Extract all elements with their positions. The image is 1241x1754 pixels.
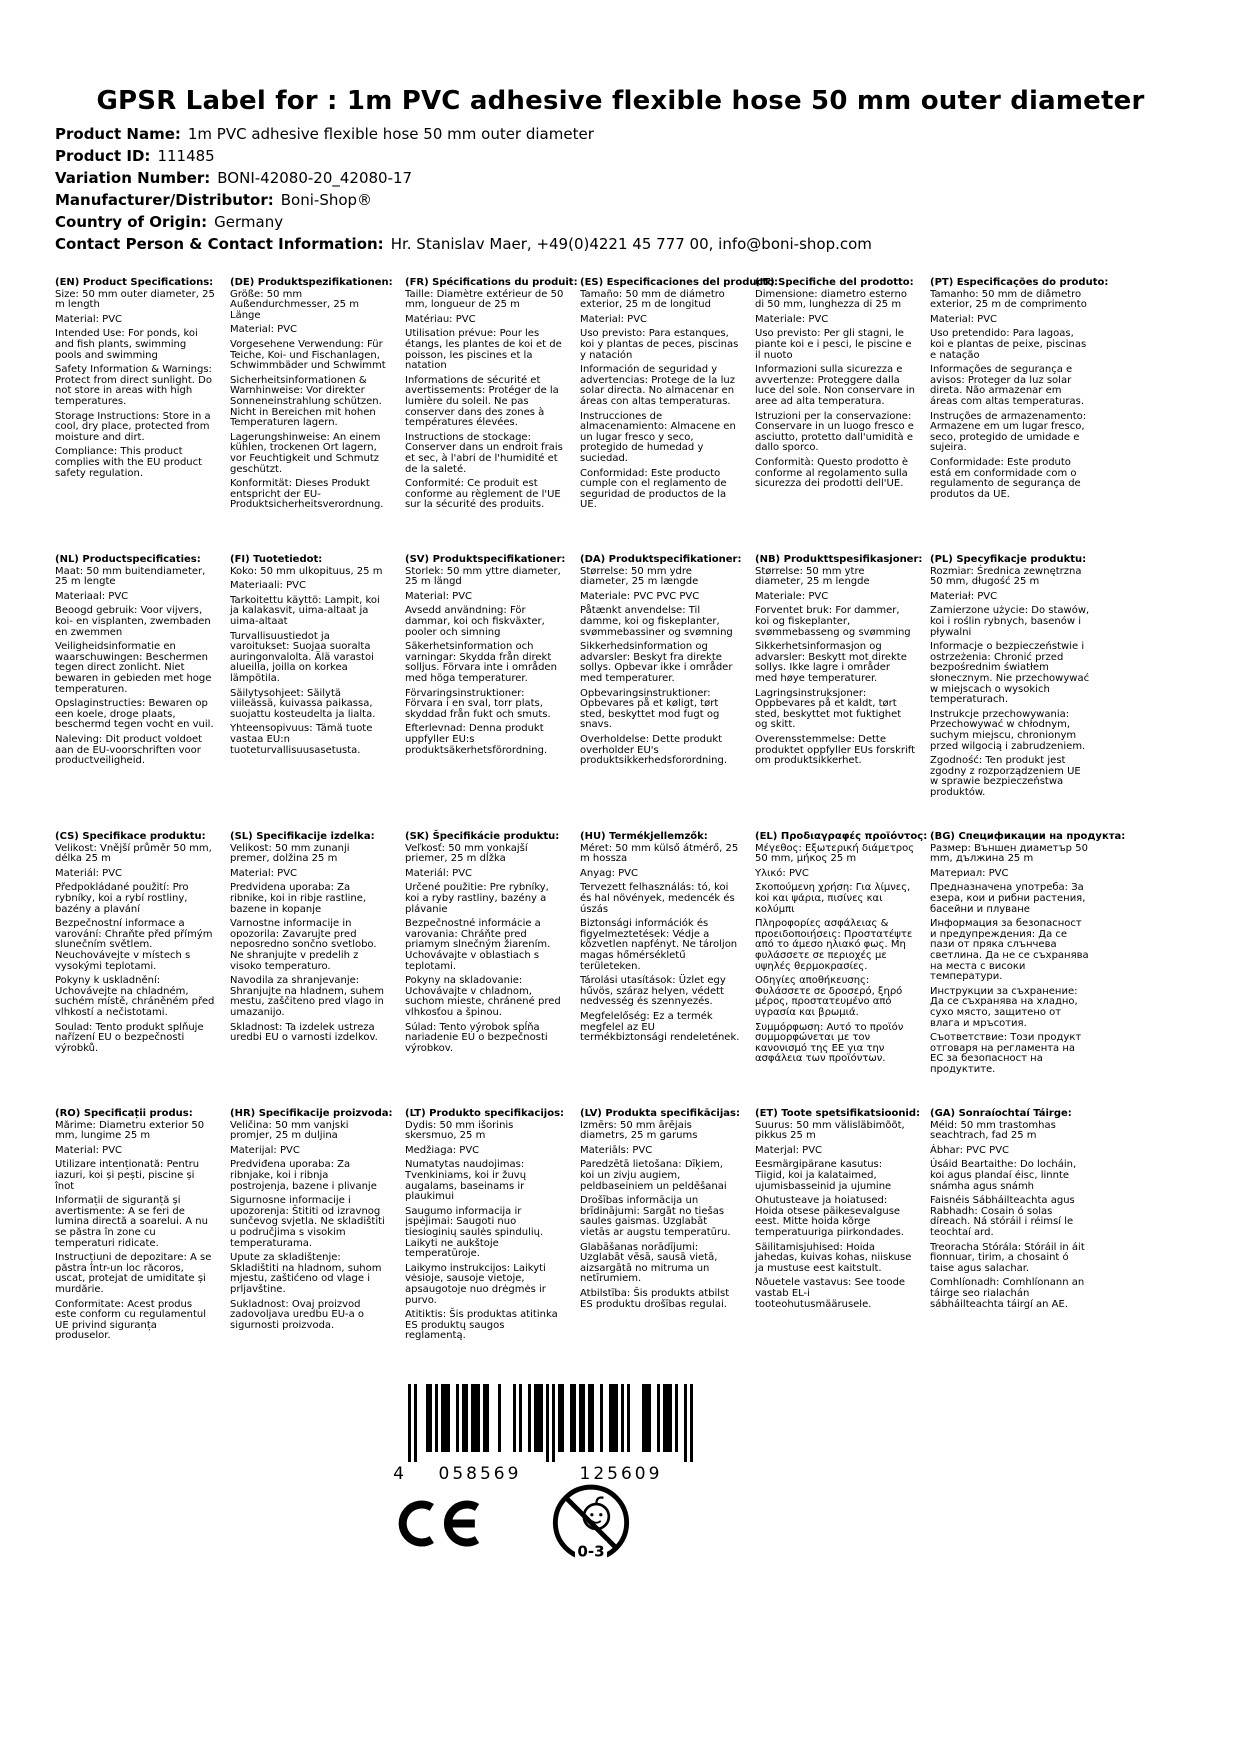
product-info-row [55, 211, 872, 233]
spec-paragraph: Conformité: Ce produit est conforme au règlement de l'UE sur la sécurité des produits. [405, 478, 561, 511]
spec-block-body [405, 567, 565, 757]
spec-paragraph: Информация за безопасност и предупреждения: Да се пази от пряка слънчева светлина. Да не се съхранява на места с високи температури. [930, 918, 1089, 983]
spec-paragraph: Инструкции за съхранение: Да се съхранява на хладно, сухо място, защитено от влага и мръсотия. [930, 985, 1078, 1029]
spec-paragraph: Instructions de stockage: Conserver dans un endroit frais et sec, à l'abri de l'humidité et de la saleté. [405, 431, 563, 475]
spec-block [755, 278, 915, 555]
spec-block-title: (CS) Specifikace produktu: [55, 831, 206, 842]
spec-paragraph: Informacje o bezpieczeństwie i ostrzeżenia: Chronić przed bezpośrednim światłem słonecznym. Nie przechowywać w miejscach o wysokich temperaturach. [930, 641, 1090, 706]
spec-paragraph: Säilitamisjuhised: Hoida jahedas, kuivas kohas, niiskuse ja mustuse eest kaitstult. [755, 1241, 912, 1274]
spec-paragraph: Compliance: This product complies with the EU product safety regulation. [55, 446, 203, 479]
spec-paragraph: Größe: 50 mm Außendurchmesser, 25 m Länge [230, 288, 359, 321]
spec-block-body [405, 290, 565, 511]
spec-paragraph: Drošības informācija un brīdinājumi: Sargāt no tiešas saules gaismas. Uzglabāt vietās ar augstu temperatūru. [580, 1195, 731, 1238]
spec-paragraph: Tárolási utasítások: Üzlet egy hűvös, száraz helyen, védett nedvesség és szennyezés. [580, 975, 726, 1008]
spec-paragraph: Materiał: PVC [930, 590, 998, 602]
spec-paragraph: Размер: Външен диаметър 50 mm, дължина 25 m [930, 842, 1088, 865]
spec-paragraph: Οδηγίες αποθήκευσης: Φυλάσσετε σε δροσερό, ξηρό μέρος, προστατευμένο από υγρασία και βρωμιά. [755, 975, 903, 1018]
spec-block [405, 555, 565, 832]
spec-paragraph: Material: PVC [580, 313, 648, 325]
spec-paragraph: Instrucciones de almacenamiento: Almacene en un lugar fresco y seco, protegido de humedad y suciedad. [580, 410, 736, 464]
page-title: GPSR Label for : 1m PVC adhesive flexible hose 50 mm outer diameter [96, 86, 1145, 116]
spec-block-body [930, 290, 1090, 501]
spec-paragraph: Materiaali: PVC [230, 580, 306, 592]
spec-paragraph: Atitiktis: Šis produktas atitinka ES produktų saugos reglamentą. [405, 1309, 558, 1342]
spec-block [930, 277, 1109, 555]
spec-block-body [580, 1121, 740, 1311]
spec-paragraph: Opslaginstructies: Bewaren op een koele, droge plaats, beschermd tegen vocht en vuil. [55, 698, 214, 731]
spec-paragraph: Overensstemmelse: Dette produktet oppfyller EUs forskrift om produktsikkerhet. [755, 733, 916, 767]
spec-block-title: (IT) Specifiche del prodotto: [755, 277, 914, 288]
spec-paragraph: Nõuetele vastavus: See toode vastab EL-i tooteohutusmäärusele. [755, 1277, 906, 1310]
spec-paragraph: Istruzioni per la conservazione: Conservare in un luogo fresco e asciutto, protetto dall'umidità e dallo sporco. [755, 410, 914, 454]
product-info-label: Product Name: [55, 125, 181, 143]
spec-paragraph: Lagerungshinweise: An einem kühlen, trockenen Ort lagern, vor Feuchtigkeit und Schmutz geschützt. [230, 431, 381, 475]
spec-paragraph: Materiale: PVC [755, 590, 829, 602]
spec-paragraph: Instrukcje przechowywania: Przechowywać w chłodnym, suchym miejscu, chronionym przed wilgocią i zabrudzeniem. [930, 708, 1086, 752]
product-info-value: Boni-Shop® [280, 191, 373, 209]
spec-block-body [230, 844, 390, 1044]
spec-block [230, 832, 390, 1109]
spec-block-title: (SV) Produktspecifikationer: [405, 554, 566, 565]
spec-paragraph: Säilytysohjeet: Säilytä viileässä, kuivassa paikassa, suojattu kosteudelta ja lialta. [230, 687, 376, 720]
spec-paragraph: Storlek: 50 mm yttre diameter, 25 m längd [405, 565, 561, 588]
spec-block-body [230, 1121, 390, 1332]
spec-block-title: (EN) Product Specifications: [55, 277, 214, 288]
product-info-row [55, 123, 872, 145]
spec-block-body [580, 290, 740, 511]
spec-paragraph: Vorgesehene Verwendung: Für Teiche, Koi- und Fischanlagen, Schwimmbäder und Schwimmt [230, 338, 386, 372]
spec-paragraph: Glabāšanas norādījumi: Uzglabāt vēsā, sausā vietā, aizsargātā no mitruma un netīrumiem. [580, 1241, 718, 1285]
spec-paragraph: Maat: 50 mm buitendiameter, 25 m lengte [55, 565, 206, 588]
spec-block-title: (PL) Specyfikacje produktu: [930, 554, 1087, 565]
spec-paragraph: Medžiaga: PVC [405, 1144, 480, 1156]
spec-block-body [930, 1121, 1090, 1311]
product-info-label: Product ID: [55, 147, 151, 165]
spec-paragraph: Určené použitie: Pre rybníky, koi a ryby rastliny, bazény a plávanie [405, 882, 549, 915]
spec-paragraph: Materjal: PVC [755, 1144, 823, 1156]
spec-paragraph: Uso pretendido: Para lagoas, koi e plantas de peixe, piscinas e natação [930, 328, 1087, 361]
spec-paragraph: Konformität: Dieses Produkt entspricht der EU-Produktsicherheitsverordnung. [230, 478, 384, 511]
barcode-bars [390, 1384, 700, 1484]
spec-block [55, 555, 215, 832]
spec-block [930, 555, 1090, 832]
spec-paragraph: Velikost: Vnější průměr 50 mm, délka 25 m [55, 842, 212, 865]
ean-13-barcode [390, 1384, 700, 1488]
spec-paragraph: Σκοπούμενη χρήση: Για λίμνες, koi και ψάρια, πισίνες και κολύμπι [755, 882, 911, 915]
spec-block-body [55, 1121, 215, 1342]
product-info-value: Hr. Stanislav Maer, +49(0)4221 45 777 00, info@boni-shop.com [390, 235, 872, 253]
spec-paragraph: Suurus: 50 mm välisläbimõõt, pikkus 25 m [755, 1119, 905, 1142]
spec-paragraph: Pokyny k uskladnění: Uchovávejte na chladném, suchém místě, chráněném před vlhkostí a nečistotami. [55, 975, 215, 1018]
age-warning-0-3-icon [550, 1480, 632, 1582]
spec-block-title: (FR) Spécifications du produit: [405, 277, 578, 288]
spec-paragraph: Rozmiar: Średnica zewnętrzna 50 mm, długość 25 m [930, 565, 1082, 588]
spec-paragraph: Bezpečnostní informace a varování: Chraňte před přímým slunečním světlem. Neuchovávejte v místech s vysokými teplotami. [55, 918, 213, 972]
spec-paragraph: Sikkerhedsinformation og advarsler: Beskyt fra direkte sollys. Opbevar ikke i områder med temperaturer. [580, 641, 733, 684]
age-warning-label: 0-3 [577, 1542, 605, 1561]
spec-paragraph: Sikkerhetsinformasjon og advarsler: Beskytt mot direkte sollys. Ikke lagre i områder med høye temperaturer. [755, 641, 907, 684]
spec-paragraph: Lagringsinstruksjoner: Oppbevares på et kaldt, tørt sted, beskyttet mot fuktighet og skitt. [755, 687, 902, 731]
spec-block-body [930, 844, 1090, 1076]
spec-block-body [230, 290, 390, 511]
product-info-label: Variation Number: [55, 169, 211, 187]
spec-paragraph: Størrelse: 50 mm ydre diameter, 25 m længde [580, 565, 699, 588]
spec-paragraph: Materiál: PVC [405, 867, 473, 879]
spec-block [55, 832, 215, 1109]
spec-paragraph: Navodila za shranjevanje: Shranjujte na hladnem, suhem mestu, zaščiteno pred vlago in umazanijo. [230, 975, 385, 1018]
spec-paragraph: Veličina: 50 mm vanjski promjer, 25 m duljina [230, 1119, 349, 1142]
spec-paragraph: Paredzētā lietošana: Dīķiem, koi un zivju augiem, peldbaseiniem un peldēšanai [580, 1159, 727, 1192]
spec-block [930, 1109, 1090, 1386]
spec-paragraph: Biztonsági információk és figyelmeztetések: Védje a közvetlen napfényt. Ne tároljon magas hőmérsékletű területeken. [580, 918, 738, 972]
spec-block-title: (GA) Sonraíochtaí Táirge: [930, 1108, 1072, 1119]
spec-block-title: (HR) Specifikacije proizvoda: [230, 1108, 393, 1119]
spec-paragraph: Numatytas naudojimas: Tvenkiniams, koi ir žuvų augalams, baseinams ir plaukimui [405, 1159, 527, 1203]
spec-paragraph: Conformitate: Acest produs este conform cu regulamentul UE privind siguranța produselor. [55, 1298, 206, 1342]
ce-mark-icon [396, 1500, 488, 1551]
spec-block-title: (FI) Tuotetiedot: [230, 554, 323, 565]
spec-paragraph: Koko: 50 mm ulkopituus, 25 m [230, 565, 383, 577]
product-info-value: 111485 [157, 147, 215, 165]
spec-block-title: (SK) Špecifikácie produktu: [405, 831, 560, 842]
spec-block [230, 555, 390, 832]
spec-paragraph: Saugumo informacija ir įspėjimai: Saugoti nuo tiesioginių saulės spindulių. Laikyti ne aukštoje temperatūroje. [405, 1205, 544, 1260]
spec-paragraph: Sukladnost: Ovaj proizvod zadovoljava uredbu EU-a o sigurnosti proizvoda. [230, 1298, 365, 1331]
spec-paragraph: Yhteensopivuus: Tämä tuote vastaa EU:n tuoteturvallisuusasetusta. [230, 723, 373, 756]
spec-paragraph: Atbilstība: Šis produkts atbilst ES produktu drošības regulai. [580, 1287, 730, 1310]
spec-block-body [55, 844, 215, 1055]
spec-paragraph: Materiāls: PVC [580, 1144, 653, 1156]
spec-paragraph: Dimensione: diametro esterno di 50 mm, lunghezza di 25 m [755, 288, 907, 311]
spec-block-title: (LT) Produkto specifikacijos: [405, 1108, 565, 1119]
spec-paragraph: Naleving: Dit product voldoet aan de EU-voorschriften voor productveiligheid. [55, 733, 203, 767]
spec-paragraph: Informations de sécurité et avertissements: Protéger de la lumière du soleil. Ne pas conserver dans des zones à températures élevées. [405, 374, 559, 429]
barcode-digits-left: 058569 [438, 1464, 522, 1484]
spec-paragraph: Materiale: PVC [755, 313, 829, 325]
spec-paragraph: Material: PVC [930, 313, 998, 325]
spec-block-body [405, 1121, 565, 1342]
spec-paragraph: Skladnost: Ta izdelek ustreza uredbi EU o varnosti izdelkov. [230, 1021, 378, 1044]
spec-paragraph: Предназначена употреба: За езера, кои и рибни растения, басейни и плуване [930, 882, 1086, 915]
spec-block-body [55, 567, 215, 767]
spec-paragraph: Soulad: Tento produkt splňuje nařízení EU o bezpečnosti výrobků. [55, 1021, 204, 1054]
spec-paragraph: Förvaringsinstruktioner: Förvara i en sval, torr plats, skyddad från fukt och smuts. [405, 687, 551, 720]
spec-paragraph: Utilizare intenționată: Pentru iazuri, koi și pești, piscine și înot [55, 1159, 200, 1192]
spec-paragraph: Instrucțiuni de depozitare: A se păstra într-un loc răcoros, uscat, protejat de umiditate și murdărie. [55, 1252, 212, 1295]
spec-paragraph: Comhlíonadh: Comhlíonann an táirge seo rialachán sábháilteachta táirgí an AE. [930, 1277, 1085, 1310]
spec-block-body [930, 567, 1090, 799]
spec-paragraph: Intended Use: For ponds, koi and fish plants, swimming pools and swimming [55, 328, 198, 361]
spec-paragraph: Bezpečnostné informácie a varovania: Chráňte pred priamym slnečným žiarením. Uchovávajte v oblastiach s teplotami. [405, 918, 551, 972]
spec-paragraph: Material: PVC [230, 324, 298, 336]
spec-paragraph: Материал: PVC [930, 867, 1009, 879]
spec-paragraph: Size: 50 mm outer diameter, 25 m length [55, 288, 215, 311]
spec-block [755, 1108, 921, 1386]
spec-paragraph: Informações de segurança e avisos: Proteger da luz solar direta. Não armazenar em áreas com altas temperaturas. [930, 364, 1085, 407]
spec-block [405, 1109, 565, 1386]
spec-block-title: (LV) Produkta specifikācijas: [580, 1108, 740, 1119]
spec-block-body [755, 290, 915, 490]
spec-paragraph: Taille: Diamètre extérieur de 50 mm, longueur de 25 m [405, 288, 564, 311]
spec-paragraph: Laikymo instrukcijos: Laikyti vėsioje, sausoje vietoje, apsaugotoje nuo drėgmės ir purvo. [405, 1262, 546, 1306]
spec-paragraph: Dydis: 50 mm išorinis skersmuo, 25 m [405, 1119, 514, 1142]
spec-block [230, 1108, 393, 1386]
spec-paragraph: Eesmärgipärane kasutus: Tiigid, koi ja kalataimed, ujumisbasseinid ja ujumine [755, 1159, 892, 1192]
product-info-row [55, 233, 872, 255]
spec-paragraph: Materiál: PVC [55, 867, 123, 879]
spec-block [580, 555, 740, 832]
spec-paragraph: Forventet bruk: For dammer, koi og fiskeplanter, svømmebasseng og svømming [755, 605, 911, 638]
spec-paragraph: Předpokládané použití: Pro rybníky, koi a rybí rostliny, bazény a plavání [55, 882, 189, 915]
spec-paragraph: Méret: 50 mm külső átmérő, 25 m hossza [580, 842, 739, 865]
spec-paragraph: Tarkoitettu käyttö: Lampit, koi ja kalakasvit, uima-altaat ja uima-altaat [230, 594, 380, 627]
spec-paragraph: Avsedd användning: För dammar, koi och fiskväxter, pooler och simning [405, 605, 545, 638]
product-info-value: 1m PVC adhesive flexible hose 50 mm outer diameter [187, 125, 594, 143]
barcode-digit-lead: 4 [393, 1464, 404, 1484]
spec-grid [55, 277, 1126, 1386]
spec-paragraph: Informații de siguranță și avertismente: A se feri de lumina directă a soarelui. A nu se păstra în zone cu temperaturi ridicate. [55, 1195, 208, 1249]
spec-paragraph: Tamanho: 50 mm de diâmetro exterior, 25 m de comprimento [930, 288, 1087, 311]
spec-block-title: (EL) Προδιαγραφές προϊόντος: [755, 831, 928, 842]
spec-block [755, 831, 928, 1109]
spec-block-title: (RO) Specificații produs: [55, 1108, 193, 1119]
spec-paragraph: Πληροφορίες ασφάλειας & προειδοποιήσεις: Προστατέψτε από το άμεσο ηλιακό φως. Μη φυλάσσετε σε περιοχές με υψηλές θερμοκρασίες. [755, 918, 913, 972]
spec-block [930, 831, 1126, 1109]
spec-paragraph: Tamaño: 50 mm de diámetro exterior, 25 m de longitud [580, 288, 725, 311]
spec-block-title: (HU) Termékjellemzők: [580, 831, 708, 842]
spec-paragraph: Úsáid Beartaithe: Do locháin, koi agus plandaí éisc, linnte snámha agus snámh [930, 1159, 1077, 1192]
spec-paragraph: Overholdelse: Dette produkt overholder EU's produktsikkerhedsforordning. [580, 733, 728, 767]
spec-paragraph: Sicherheitsinformationen & Warnhinweise: Vor direkter Sonneneinstrahlung schützen. Nicht in Bereichen mit hohen Temperaturen lagern. [230, 374, 382, 429]
spec-paragraph: Sigurnosne informacije i upozorenja: Štititi od izravnog sunčevog svjetla. Ne skladištiti u područjima s visokim temperaturama. [230, 1195, 385, 1249]
spec-paragraph: Varnostne informacije in opozorila: Zavarujte pred neposredno sončno svetlobo. Ne shranjujte v predelih z visoko temperaturo. [230, 918, 377, 972]
spec-paragraph: Beoogd gebruik: Voor vijvers, koi- en visplanten, zwembaden en zwemmen [55, 605, 211, 638]
spec-paragraph: Predviđena uporaba: Za ribnjake, koi i ribnja postrojenja, bazene i plivanje [230, 1159, 377, 1192]
spec-block-body [580, 567, 740, 767]
spec-block-body [55, 290, 215, 480]
spec-paragraph: Veľkosť: 50 mm vonkajší priemer, 25 m dĺžka [405, 842, 528, 865]
spec-block-title: (NL) Productspecificaties: [55, 554, 201, 565]
spec-paragraph: Uso previsto: Per gli stagni, le piante koi e i pesci, le piscine e il nuoto [755, 328, 912, 361]
spec-block [405, 832, 565, 1109]
spec-paragraph: Turvallisuustiedot ja varoitukset: Suojaa suoralta auringonvalolta. Älä varastoi alueilla, joilla on korkea lämpötila. [230, 630, 374, 684]
spec-block [580, 277, 779, 555]
spec-paragraph: Faisnéis Sábháilteachta agus Rabhadh: Cosain ó solas díreach. Ná stóráil i réimsí le teochtaí ard. [930, 1195, 1075, 1238]
spec-block-title: (SL) Specifikacije izdelka: [230, 831, 375, 842]
spec-paragraph: Съответствие: Този продукт отговаря на регламента на ЕС за безопасност на продуктите. [930, 1032, 1082, 1075]
spec-paragraph: Megfelelőség: Ez a termék megfelel az EU termékbiztonsági rendeletének. [580, 1010, 740, 1044]
spec-paragraph: Conformità: Questo prodotto è conforme al regolamento sulla sicurezza dei prodotti dell'UE. [755, 456, 909, 490]
spec-paragraph: Tervezett felhasználás: tó, koi és hal növények, medencék és úszás [580, 882, 735, 915]
spec-paragraph: Materiaal: PVC [55, 590, 129, 602]
spec-paragraph: Matériau: PVC [405, 313, 476, 325]
product-info-value: BONI-42080-20_42080-17 [217, 169, 413, 187]
spec-paragraph: Material: PVC [230, 867, 298, 879]
spec-paragraph: Predvidena uporaba: Za ribnike, koi in ribje rastline, bazene in kopanje [230, 882, 367, 915]
spec-paragraph: Ohutusteave ja hoiatused: Hoida otsese päikesevalguse eest. Mitte hoida kõrge temperatuuriga piirkondades. [755, 1195, 904, 1238]
spec-paragraph: Utilisation prévue: Pour les étangs, les plantes de koi et de poisson, les piscines et la natation [405, 328, 562, 372]
spec-block [580, 832, 740, 1109]
spec-block [580, 1109, 740, 1386]
spec-paragraph: Zgodność: Ten produkt jest zgodny z rozporządzeniem UE w sprawie bezpieczeństwa produktów. [930, 755, 1081, 798]
spec-block-body [580, 844, 740, 1044]
spec-block [230, 277, 393, 555]
spec-block-title: (DA) Produktspecifikationer: [580, 554, 742, 565]
spec-paragraph: Conformidad: Este producto cumple con el reglamento de seguridad de productos de la UE. [580, 467, 727, 511]
spec-paragraph: Zamierzone użycie: Do stawów, koi i roślin rybnych, basenów i pływalni [930, 605, 1090, 638]
spec-paragraph: Material: PVC [405, 590, 473, 602]
spec-block-body [405, 844, 565, 1055]
spec-paragraph: Ábhar: PVC PVC [930, 1144, 1010, 1156]
spec-paragraph: Instruções de armazenamento: Armazene em um lugar fresco, seco, protegido de umidade e sujeira. [930, 410, 1087, 454]
barcode-digits-right: 125609 [579, 1464, 663, 1484]
spec-paragraph: Opbevaringsinstruktioner: Opbevares på et køligt, tørt sted, beskyttet mod fugt og snavs. [580, 687, 720, 731]
spec-paragraph: Upute za skladištenje: Skladištiti na hladnom, suhom mjestu, zaštićeno od vlage i prljavštine. [230, 1252, 382, 1295]
spec-paragraph: Uso previsto: Para estanques, koi y plantas de peces, piscinas y natación [580, 328, 739, 361]
spec-block [55, 1109, 215, 1386]
spec-paragraph: Säkerhetsinformation och varningar: Skydda från direkt solljus. Förvara inte i områden med höga temperaturer. [405, 641, 557, 684]
spec-paragraph: Conformidade: Este produto está em conformidade com o regulamento de segurança de produtos da UE. [930, 456, 1081, 500]
product-info-row [55, 189, 872, 211]
spec-block-body [755, 1121, 915, 1311]
product-info-row [55, 167, 872, 189]
spec-block-body [755, 567, 915, 767]
spec-paragraph: Material: PVC [55, 1144, 123, 1156]
spec-block-title: (PT) Especificações do produto: [930, 277, 1109, 288]
spec-block-title: (ES) Especificaciones del producto: [580, 277, 779, 288]
product-info-row [55, 145, 872, 167]
spec-paragraph: Velikost: 50 mm zunanji premer, dolžina 25 m [230, 842, 350, 865]
spec-paragraph: Mărime: Diametru exterior 50 mm, lungime 25 m [55, 1119, 205, 1142]
spec-paragraph: Safety Information & Warnings: Protect from direct sunlight. Do not store in areas with high temperatures. [55, 364, 212, 407]
spec-paragraph: Størrelse: 50 mm ytre diameter, 25 m lengde [755, 565, 870, 588]
spec-block [405, 277, 578, 555]
spec-block [755, 554, 923, 832]
product-info-label: Country of Origin: [55, 213, 208, 231]
spec-paragraph: Pokyny na skladovanie: Uchovávajte v chladnom, suchom mieste, chránené pred vlhkosťou a špinou. [405, 975, 561, 1018]
spec-paragraph: Μέγεθος: Εξωτερική διάμετρος 50 mm, μήκος 25 m [755, 842, 915, 865]
product-info-label: Manufacturer/Distributor: [55, 191, 274, 209]
spec-paragraph: Méid: 50 mm trastomhas seachtrach, fad 25 m [930, 1119, 1056, 1142]
spec-block-title: (DE) Produktspezifikationen: [230, 277, 393, 288]
spec-block-title: (NB) Produkttspesifikasjoner: [755, 554, 923, 565]
spec-block [55, 278, 215, 555]
spec-paragraph: Anyag: PVC [580, 867, 638, 879]
spec-block-body [755, 844, 915, 1065]
spec-paragraph: Efterlevnad: Denna produkt uppfyller EU:s produktsäkerhetsförordning. [405, 723, 548, 756]
spec-paragraph: Materijal: PVC [230, 1144, 300, 1156]
spec-paragraph: Información de seguridad y advertencias: Protege de la luz solar directa. No almacenar en áreas con altas temperaturas. [580, 364, 735, 407]
spec-paragraph: Informazioni sulla sicurezza e avvertenze: Proteggere dalla luce del sole. Non conservare in aree ad alta temperatura. [755, 364, 915, 407]
spec-block-title: (ET) Toote spetsifikatsioonid: [755, 1108, 921, 1119]
spec-paragraph: Izmērs: 50 mm ārējais diametrs, 25 m garums [580, 1119, 698, 1142]
spec-paragraph: Material: PVC [55, 313, 123, 325]
spec-paragraph: Súlad: Tento výrobok spĺňa nariadenie EÚ o bezpečnosti výrobkov. [405, 1021, 548, 1054]
spec-block-body [230, 567, 390, 757]
spec-paragraph: Materiale: PVC PVC PVC [580, 590, 700, 602]
product-info [55, 123, 872, 255]
spec-paragraph: Veiligheidsinformatie en waarschuwingen: Beschermen tegen direct zonlicht. Niet bewaren in gebieden met hoge temperaturen. [55, 641, 212, 695]
product-info-label: Contact Person & Contact Information: [55, 235, 384, 253]
spec-paragraph: Påtænkt anvendelse: Til damme, koi og fiskeplanter, svømmebassiner og svømning [580, 605, 733, 638]
spec-paragraph: Συμμόρφωση: Αυτό το προϊόν συμμορφώνεται με τον κανονισμό της ΕΕ για την ασφάλεια των προϊόντων. [755, 1021, 904, 1065]
spec-paragraph: Υλικό: PVC [755, 867, 809, 879]
product-info-value: Germany [214, 213, 284, 231]
spec-paragraph: Treoracha Stórála: Stóráil in áit fionnuar, tirim, a chosaint ó taise agus salachar. [930, 1241, 1085, 1274]
spec-block-title: (BG) Спецификации на продукта: [930, 831, 1126, 842]
spec-paragraph: Storage Instructions: Store in a cool, dry place, protected from moisture and dirt. [55, 410, 211, 443]
